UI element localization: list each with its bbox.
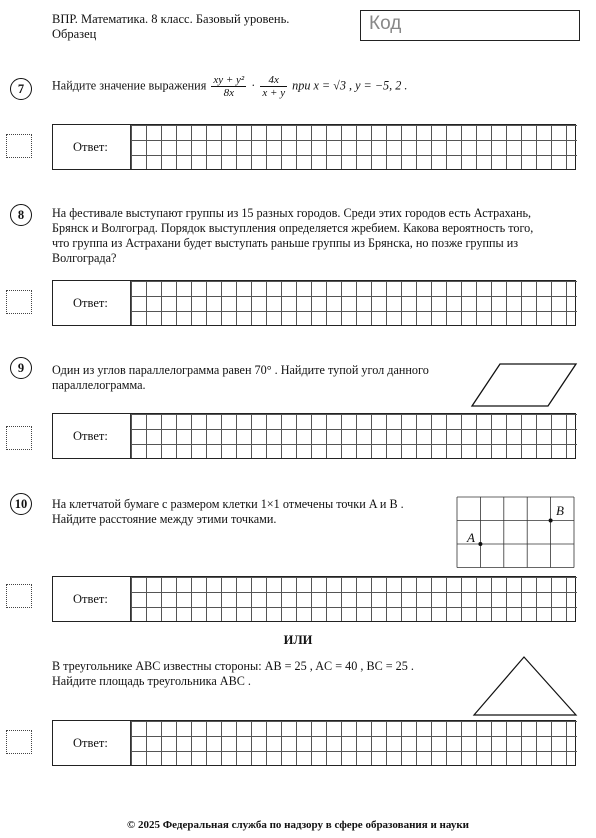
q7-prefix: Найдите значение выражения [52,78,207,93]
answer-label: Ответ: [73,736,108,750]
answer-label: Ответ: [73,296,108,310]
q10-line: Найдите расстояние между этими точками. [52,512,277,526]
score-box-9 [6,426,32,450]
answer-field-10-alt[interactable] [52,720,576,766]
q10-alt-line: В треугольнике ABC известны стороны: AB = 25 , AC = 40 , BC = 25 . [52,659,414,673]
question-7-text [52,74,407,99]
q7-frac2-numerator: 4x [260,74,287,87]
answer-grid[interactable] [130,281,577,325]
score-box-7 [6,134,32,158]
q9-line: параллелограмма. [52,378,146,392]
q7-frac1-numerator: xy + y² [213,74,245,86]
triangle-figure [472,655,578,717]
q7-frac1-denominator: 8x [223,87,234,99]
q8-line: На фестивале выступают группы из 15 разных городов. Среди этих городов есть Астрахань, [52,206,532,220]
question-number-8: 8 [10,204,32,226]
point-a-label: A [467,530,475,545]
answer-field-8[interactable] [52,280,576,326]
score-box-8 [6,290,32,314]
q8-line: Брянск и Волгоград. Порядок выступления определяется жребием. Какова вероятность того, [52,221,534,235]
or-divider: ИЛИ [283,633,313,647]
question-10-alt-text [52,659,414,689]
score-box-10 [6,584,32,608]
answer-grid[interactable] [130,414,577,458]
score-box-10-alt [6,730,32,754]
answer-field-9[interactable] [52,413,576,459]
q7-fraction-2 [260,74,287,99]
question-9-text [52,363,429,393]
point-b-label: B [556,503,564,518]
parallelogram-figure [470,362,580,410]
question-10-text [52,497,404,527]
header-title: ВПР. Математика. 8 класс. Базовый уровень. [52,12,290,26]
code-field[interactable]: Код [360,10,580,41]
answer-grid[interactable] [130,577,577,621]
question-number-9: 9 [10,357,32,379]
q7-condition: при x = √3 , y = −5, 2 . [292,78,408,93]
answer-grid[interactable] [130,721,577,765]
point-b-mark [549,519,553,523]
footer-copyright: © 2025 Федеральная служба по надзору в сфере образования и науки [126,819,469,831]
q8-line: что группа из Астрахани будет выступать раньше группы из Брянска, но позже группы из [52,236,519,250]
answer-field-10[interactable] [52,576,576,622]
answer-grid[interactable] [130,125,577,169]
q8-line: Волгограда? [52,251,117,265]
point-a-mark [478,542,482,546]
q10-alt-line: Найдите площадь треугольника ABC . [52,674,251,688]
answer-label: Ответ: [73,140,108,154]
q7-dot: · [251,78,256,93]
question-8-text [52,206,576,266]
answer-field-7[interactable] [52,124,576,170]
answer-label: Ответ: [73,592,108,606]
q7-frac2-denominator: x + y [262,87,286,99]
header [52,12,289,42]
question-number-10: 10 [10,493,32,515]
answer-label: Ответ: [73,429,108,443]
q9-line: Один из углов параллелограмма равен 70° . Найдите тупой угол данного [52,363,429,377]
q7-fraction-1 [211,74,246,99]
question-number-7: 7 [10,78,32,100]
header-subtitle: Образец [52,27,97,41]
q10-line: На клетчатой бумаге с размером клетки 1×1 отмечены точки A и B . [52,497,404,511]
